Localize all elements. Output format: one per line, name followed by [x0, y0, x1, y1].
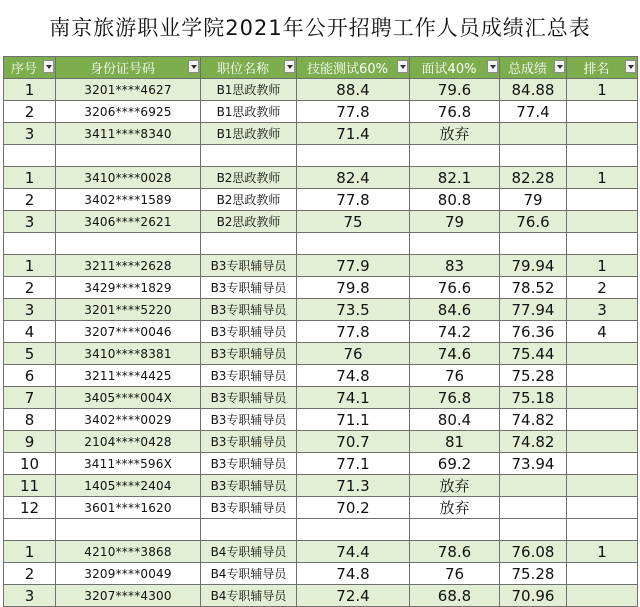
- id-cell: 1405****2404: [56, 475, 201, 497]
- table-row: [4, 475, 638, 497]
- empty-cell: [201, 233, 297, 255]
- id-cell: 3405****004X: [56, 387, 201, 409]
- position-cell: B3专职辅导员: [201, 277, 297, 299]
- interview-score-cell: 80.8: [410, 189, 500, 211]
- rank-cell: [567, 343, 638, 365]
- header-rank: [567, 57, 638, 79]
- id-cell: 3406****2621: [56, 211, 201, 233]
- position-cell: B3专职辅导员: [201, 321, 297, 343]
- interview-score-cell: 80.4: [410, 409, 500, 431]
- empty-cell: [297, 233, 410, 255]
- position-cell: B3专职辅导员: [201, 343, 297, 365]
- id-cell: 3410****0028: [56, 167, 201, 189]
- seq-cell: 9: [4, 431, 56, 453]
- seq-cell: 2: [4, 101, 56, 123]
- filter-dropdown-icon[interactable]: [188, 60, 199, 73]
- table-row: [4, 211, 638, 233]
- id-cell: 3206****6925: [56, 101, 201, 123]
- rank-cell: [567, 387, 638, 409]
- id-cell: 3411****8340: [56, 123, 201, 145]
- table-row: [4, 277, 638, 299]
- rank-cell: [567, 497, 638, 519]
- table-row: [4, 343, 638, 365]
- rank-cell: [567, 563, 638, 585]
- skill-score-cell: 77.8: [297, 101, 410, 123]
- position-cell: B1思政教师: [201, 101, 297, 123]
- id-cell: 4210****3868: [56, 541, 201, 563]
- table-body: [4, 79, 638, 607]
- position-cell: B3专职辅导员: [201, 409, 297, 431]
- interview-score-cell: 76: [410, 563, 500, 585]
- empty-cell: [4, 519, 56, 541]
- id-cell: 3601****1620: [56, 497, 201, 519]
- total-score-cell: 75.44: [500, 343, 567, 365]
- rank-cell: [567, 189, 638, 211]
- filter-dropdown-icon[interactable]: [284, 60, 295, 73]
- total-score-cell: 75.28: [500, 365, 567, 387]
- id-cell: 3207****4300: [56, 585, 201, 607]
- position-cell: B2思政教师: [201, 211, 297, 233]
- total-score-cell: 73.94: [500, 453, 567, 475]
- empty-cell: [201, 519, 297, 541]
- total-score-cell: 74.82: [500, 431, 567, 453]
- empty-cell: [410, 233, 500, 255]
- filter-dropdown-icon[interactable]: [397, 60, 408, 73]
- total-score-cell: 77.94: [500, 299, 567, 321]
- empty-cell: [500, 233, 567, 255]
- skill-score-cell: 74.1: [297, 387, 410, 409]
- interview-score-cell: 68.8: [410, 585, 500, 607]
- skill-score-cell: 77.8: [297, 321, 410, 343]
- table-row: [4, 79, 638, 101]
- total-score-cell: 77.4: [500, 101, 567, 123]
- position-cell: B2思政教师: [201, 189, 297, 211]
- header-id: [56, 57, 201, 79]
- seq-cell: 12: [4, 497, 56, 519]
- id-cell: 3211****2628: [56, 255, 201, 277]
- interview-score-cell: 82.1: [410, 167, 500, 189]
- table-row: [4, 101, 638, 123]
- rank-cell: [567, 431, 638, 453]
- empty-cell: [56, 145, 201, 167]
- empty-cell: [410, 145, 500, 167]
- total-score-cell: 76.08: [500, 541, 567, 563]
- id-cell: 3201****5220: [56, 299, 201, 321]
- rank-cell: 4: [567, 321, 638, 343]
- table-row: [4, 497, 638, 519]
- position-cell: B4专职辅导员: [201, 585, 297, 607]
- table-row: [4, 387, 638, 409]
- id-cell: 3402****0029: [56, 409, 201, 431]
- table-row: [4, 453, 638, 475]
- interview-score-cell: 78.6: [410, 541, 500, 563]
- empty-cell: [500, 145, 567, 167]
- rank-cell: 2: [567, 277, 638, 299]
- empty-cell: [500, 519, 567, 541]
- rank-cell: 1: [567, 167, 638, 189]
- position-cell: B3专职辅导员: [201, 431, 297, 453]
- interview-score-cell: 76.8: [410, 101, 500, 123]
- rank-cell: [567, 101, 638, 123]
- seq-cell: 10: [4, 453, 56, 475]
- skill-score-cell: 73.5: [297, 299, 410, 321]
- table-row: [4, 167, 638, 189]
- position-cell: B4专职辅导员: [201, 563, 297, 585]
- total-score-cell: 75.28: [500, 563, 567, 585]
- interview-score-cell: 76: [410, 365, 500, 387]
- seq-cell: 11: [4, 475, 56, 497]
- empty-cell: [567, 145, 638, 167]
- header-label: 排名: [583, 62, 610, 77]
- rank-cell: 3: [567, 299, 638, 321]
- skill-score-cell: 79.8: [297, 277, 410, 299]
- empty-cell: [567, 233, 638, 255]
- position-cell: B3专职辅导员: [201, 453, 297, 475]
- total-score-cell: 79.94: [500, 255, 567, 277]
- table-row: [4, 409, 638, 431]
- interview-score-cell: 76.6: [410, 277, 500, 299]
- header-label: 身份证号码: [89, 62, 155, 77]
- skill-score-cell: 76: [297, 343, 410, 365]
- interview-score-cell: 76.8: [410, 387, 500, 409]
- header-label: 序号: [10, 62, 37, 77]
- header-row: [4, 57, 638, 79]
- total-score-cell: 84.88: [500, 79, 567, 101]
- position-cell: B1思政教师: [201, 79, 297, 101]
- position-cell: B3专职辅导员: [201, 365, 297, 387]
- header-label: 总成绩: [507, 62, 547, 77]
- skill-score-cell: 77.8: [297, 189, 410, 211]
- seq-cell: 4: [4, 321, 56, 343]
- skill-score-cell: 75: [297, 211, 410, 233]
- header-label: 职位名称: [216, 62, 269, 77]
- skill-score-cell: 74.8: [297, 365, 410, 387]
- filter-dropdown-icon[interactable]: [43, 60, 54, 73]
- skill-score-cell: 82.4: [297, 167, 410, 189]
- id-cell: 3402****1589: [56, 189, 201, 211]
- total-score-cell: 82.28: [500, 167, 567, 189]
- id-cell: 3209****0049: [56, 563, 201, 585]
- skill-score-cell: 70.2: [297, 497, 410, 519]
- seq-cell: 7: [4, 387, 56, 409]
- results-table: [3, 56, 638, 607]
- id-cell: 3211****4425: [56, 365, 201, 387]
- position-cell: B3专职辅导员: [201, 475, 297, 497]
- id-cell: 3410****8381: [56, 343, 201, 365]
- empty-cell: [4, 145, 56, 167]
- total-score-cell: [500, 123, 567, 145]
- seq-cell: 1: [4, 541, 56, 563]
- rank-cell: [567, 409, 638, 431]
- table-row: [4, 365, 638, 387]
- seq-cell: 3: [4, 211, 56, 233]
- position-cell: B1思政教师: [201, 123, 297, 145]
- seq-cell: 1: [4, 167, 56, 189]
- empty-cell: [567, 519, 638, 541]
- header-interview: [410, 57, 500, 79]
- position-cell: B3专职辅导员: [201, 255, 297, 277]
- header-total: [500, 57, 567, 79]
- table-row: [4, 123, 638, 145]
- seq-cell: 1: [4, 79, 56, 101]
- position-cell: B3专职辅导员: [201, 299, 297, 321]
- rank-cell: [567, 453, 638, 475]
- table-row: [4, 321, 638, 343]
- interview-score-cell: 74.2: [410, 321, 500, 343]
- id-cell: 3201****4627: [56, 79, 201, 101]
- total-score-cell: 75.18: [500, 387, 567, 409]
- seq-cell: 2: [4, 563, 56, 585]
- empty-cell: [297, 519, 410, 541]
- skill-score-cell: 74.8: [297, 563, 410, 585]
- filter-dropdown-icon[interactable]: [487, 60, 498, 73]
- seq-cell: 1: [4, 255, 56, 277]
- empty-cell: [56, 233, 201, 255]
- table-row: [4, 541, 638, 563]
- header-position: [201, 57, 297, 79]
- total-score-cell: 70.96: [500, 585, 567, 607]
- seq-cell: 2: [4, 189, 56, 211]
- separator-row: [4, 233, 638, 255]
- header-seq: [4, 57, 56, 79]
- sheet-title: 南京旅游职业学院2021年公开招聘工作人员成绩汇总表: [49, 16, 591, 40]
- empty-cell: [56, 519, 201, 541]
- table-row: [4, 255, 638, 277]
- interview-score-cell: 84.6: [410, 299, 500, 321]
- rank-cell: 1: [567, 79, 638, 101]
- interview-score-cell: 放弃: [410, 475, 500, 497]
- rank-cell: 1: [567, 255, 638, 277]
- table-row: [4, 189, 638, 211]
- position-cell: B3专职辅导员: [201, 497, 297, 519]
- id-cell: 3429****1829: [56, 277, 201, 299]
- skill-score-cell: 71.3: [297, 475, 410, 497]
- seq-cell: 5: [4, 343, 56, 365]
- skill-score-cell: 71.4: [297, 123, 410, 145]
- skill-score-cell: 77.9: [297, 255, 410, 277]
- position-cell: B2思政教师: [201, 167, 297, 189]
- rank-cell: [567, 365, 638, 387]
- interview-score-cell: 69.2: [410, 453, 500, 475]
- id-cell: 3411****596X: [56, 453, 201, 475]
- rank-cell: [567, 123, 638, 145]
- interview-score-cell: 放弃: [410, 497, 500, 519]
- separator-row: [4, 519, 638, 541]
- interview-score-cell: 79.6: [410, 79, 500, 101]
- interview-score-cell: 放弃: [410, 123, 500, 145]
- filter-dropdown-icon[interactable]: [625, 60, 636, 73]
- position-cell: B3专职辅导员: [201, 387, 297, 409]
- total-score-cell: [500, 497, 567, 519]
- skill-score-cell: 70.7: [297, 431, 410, 453]
- position-cell: B4专职辅导员: [201, 541, 297, 563]
- empty-cell: [201, 145, 297, 167]
- id-cell: 3207****0046: [56, 321, 201, 343]
- skill-score-cell: 77.1: [297, 453, 410, 475]
- rank-cell: [567, 585, 638, 607]
- total-score-cell: 76.6: [500, 211, 567, 233]
- seq-cell: 3: [4, 123, 56, 145]
- empty-cell: [297, 145, 410, 167]
- total-score-cell: 74.82: [500, 409, 567, 431]
- empty-cell: [410, 519, 500, 541]
- rank-cell: [567, 211, 638, 233]
- header-skill: [297, 57, 410, 79]
- table-row: [4, 299, 638, 321]
- interview-score-cell: 74.6: [410, 343, 500, 365]
- skill-score-cell: 72.4: [297, 585, 410, 607]
- table-row: [4, 563, 638, 585]
- seq-cell: 8: [4, 409, 56, 431]
- table-row: [4, 431, 638, 453]
- interview-score-cell: 83: [410, 255, 500, 277]
- rank-cell: [567, 475, 638, 497]
- seq-cell: 2: [4, 277, 56, 299]
- id-cell: 2104****0428: [56, 431, 201, 453]
- interview-score-cell: 81: [410, 431, 500, 453]
- seq-cell: 6: [4, 365, 56, 387]
- skill-score-cell: 71.1: [297, 409, 410, 431]
- total-score-cell: [500, 475, 567, 497]
- header-label: 面试40%: [421, 62, 477, 77]
- skill-score-cell: 74.4: [297, 541, 410, 563]
- table-row: [4, 585, 638, 607]
- total-score-cell: 79: [500, 189, 567, 211]
- total-score-cell: 78.52: [500, 277, 567, 299]
- interview-score-cell: 79: [410, 211, 500, 233]
- seq-cell: 3: [4, 585, 56, 607]
- filter-dropdown-icon[interactable]: [554, 60, 565, 73]
- separator-row: [4, 145, 638, 167]
- header-label: 技能测试60%: [307, 62, 388, 77]
- rank-cell: 1: [567, 541, 638, 563]
- seq-cell: 3: [4, 299, 56, 321]
- empty-cell: [4, 233, 56, 255]
- total-score-cell: 76.36: [500, 321, 567, 343]
- skill-score-cell: 88.4: [297, 79, 410, 101]
